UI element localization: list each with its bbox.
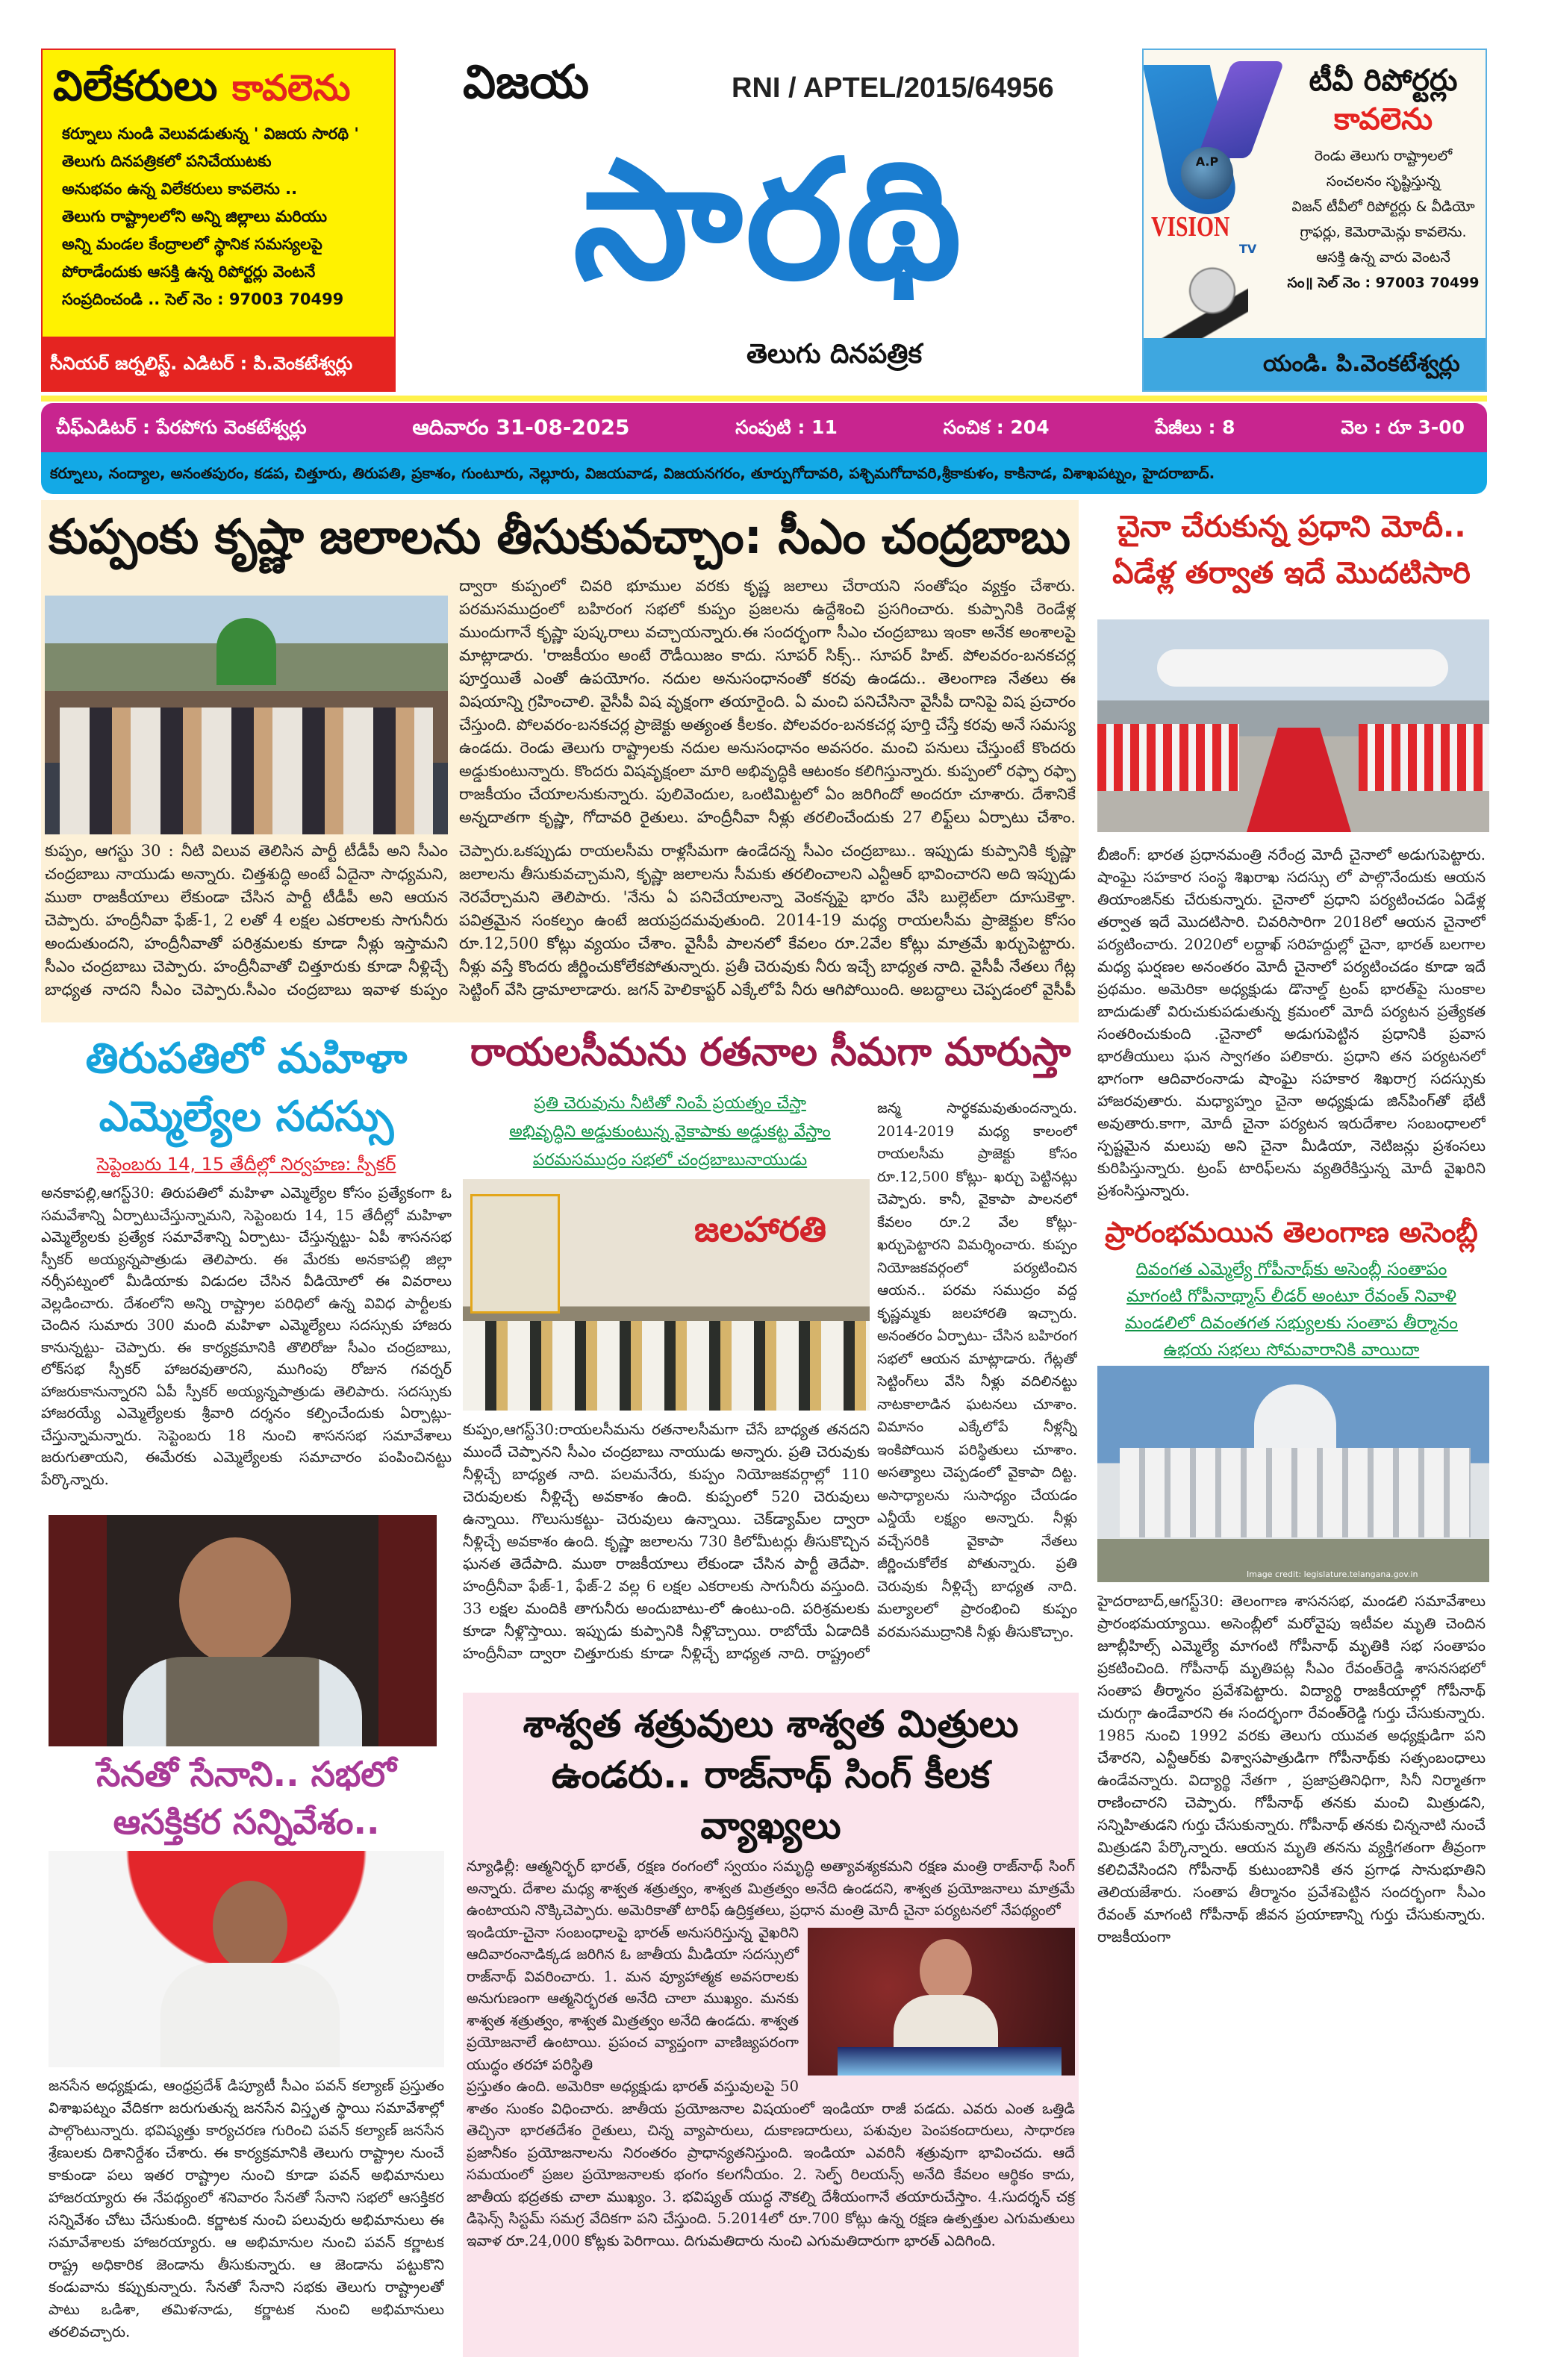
tv-logo-text: TV [1239,242,1257,256]
ad-line: సం॥ సెల్ నెం : 97003 70499 [1287,275,1480,291]
pawan-headline: సేనతో సేనాని.. సభలో ఆసక్తికర సన్నివేశం.. [96,1754,396,1842]
china-story [1094,500,1489,1209]
ad-line: కర్నూలు నుండి వెలువడుతున్న ' విజయ సారథి ' [62,125,359,143]
rajnath-headline: శాశ్వత శత్రువులు శాశ్వత మిత్రులు ఉండరు.. రాజ్‌నాథ్ సింగ్ కీలక వ్యాఖ్యలు [523,1702,1019,1847]
ad-title-highlight: కావలెను [231,67,351,109]
issue-number: సంచిక : 204 [943,416,1050,438]
ad-footer [1144,338,1486,390]
cities-bar [41,452,1487,494]
registration-number: RNI / APTEL/2015/64956 [732,72,1054,104]
tirupati-subhead: సెప్టెంబరు 14, 15 తేదీల్లో నిర్వహణ: స్పీకర్ [96,1154,396,1175]
jalaharathi-photo [463,1179,870,1411]
volume-number: సంపుటి : 11 [735,416,838,438]
cities-list: కర్నూలు, నంద్యాల, అనంతపురం, కడప, చిత్తూరు, తిరుపతి, ప్రకాశం, గుంటూరు, నెల్లూరు, విజయవాడ, విజయనగరం, తూర్పుగోదావరి, పశ్చిమగోదావరి,శ్రీకాకుళం, కాకినాడ, విశాఖపట్నం, హైదరాబాద్. [50,464,1215,482]
rajnath-left-column: ఇండియా-చైనా సంబంధాలపై భారత్ అనుసరిస్తున్న వైఖరిని ఆదివారంనాడిక్కడ జరిగిన ఓ జాతీయ మీడియా సదస్సులో రాజ్‌నాథ్ వివరించారు. 1. మన వ్యూహాత్మక అవసరాలకు అనుగుణంగా ఆత్మనిర్భరత అనేది చాలా ముఖ్యం. మనకు శాశ్వత శత్రుత్వం, శాశ్వత మిత్రత్వం అనేది ఉండదు. శాశ్వత ప్రయోజనాలే ఉంటాయి. ప్రపంచ వ్యాప్తంగా వాణిజ్యపరంగా యుద్ధం తరహా పరిస్థితి [467,1923,799,2073]
photo-credit: Image credit: legislature.telangana.gov.in [1247,1570,1418,1579]
info-bar [41,403,1487,452]
tirupati-story [41,1030,452,1508]
rajnath-body: ప్రస్తుతం ఉంది. అమెరికా అధ్యక్షుడు భారత్ వస్తువులపై 50 శాతం సుంకం విధించారు. జాతీయ ప్రయోజనాల విషయంలో ఇండియా రాజీ పడదు. ఎవరు ఎంత ఒత్తిడి తెచ్చినా భారతదేశం రైతులు, చిన్న వ్యాపారులు, దుకాణదారులు, పశువుల పెంపకందారులు, సాధారణ ప్రజానీకం ప్రయోజనాలను నిరంతరం ప్రాధాన్యతనిస్తుంది. ఇండియా ఎవరినీ శత్రువుగా భావించదు. ఆదే సమయంలో ప్రజల ప్రయోజనాలకు భంగం కలగనీయం. 2. సెల్ఫ్ రిలయన్స్ అనేది కేవలం ఆర్థికం కాదు, జాతీయ భద్రతకు చాలా ముఖ్యం. 3. భవిష్యత్ యుద్ధ నౌకల్ని దేశీయంగానే తయారుచేస్తాం. 4.సుదర్శన్ చక్ర డిఫెన్స్ సిస్టమ్ సమగ్ర వేదికగా పని చేస్తుంది. 5.2014లో రూ.700 కోట్లు ఉన్న రక్షణ ఉత్పత్తుల ఎగుమతులు ఇవాళ రూ.24,000 కోట్లకు పెరిగాయి. దిగుమతిదారు నుంచి ఎగుమతిదారుగా భారత్ ఎదిగింది. [467,2078,1075,2249]
minister-photo [49,1515,437,1746]
lead-body-bottom-right: చెప్పారు.ఒకప్పుడు రాయలసీమ రాళ్లసీమగా ఉండేదన్న సీఎం చంద్రబాబు.. ఇప్పుడు కుప్పానికి కృష్ణా జలాలను తీసుకువచ్చామని, కృష్ణా జలాలను సీమకు తరలించాలని ఎన్టీఆర్ భావించారని అది ఇప్పుడు నెరవేర్చామని తెలిపారు. 'నేను ఏ పనిచేయాలన్నా వెంకన్నపై భారం వేసి బుల్లెట్‌లా దూసుకెళ్తా. పవిత్రమైన సంకల్పం ఉంటే జయప్రదమవుతుంది. 2014-19 మధ్య రాయలసీమ ప్రాజెక్టుల కోసం రూ.12,500 కోట్లు వ్యయం చేశాం. వైసీపీ పాలనలో కేవలం రూ.2వేల కోట్లు మాత్రమే ఖర్చుపెట్టారు. నీళ్లు వస్తే కొందరు జీర్ణించుకోలేకపోతున్నారు. ప్రతీ చెరువుకు నీరు ఇచ్చే బాధ్యత నాది. వైసీపీ నేతలు గేట్ల సెట్టింగ్ వేసి డ్రామాలాడారు. జగన్ హెలికాప్టర్ ఎక్కేలోపే నీరు ఆగిపోయింది. అబద్ధాలు చెప్పడంలో వైసీపీ [459,842,1076,999]
lead-photo [45,596,448,834]
ad-line: తెలుగు రాష్ట్రాలలోని అన్ని జిల్లాలు మరియు [62,207,328,225]
photo-banner-text: జలహారతి [694,1209,827,1249]
tirupati-headline: తిరుపతిలో మహిళా ఎమ్మెల్యేల సదస్సు [85,1034,408,1141]
page-count: పేజీలు : 8 [1155,416,1235,438]
ad-footer-text: సీనియర్ జర్నలిస్ట్. ఎడిటర్ : పి.వెంకటేశ్వర్లు [50,353,353,374]
masthead-small-title: విజయ [463,54,590,109]
rayalaseema-subhead: ప్రతి చెరువును నీటితో నింపే ప్రయత్నం చేస్తా [534,1094,806,1113]
pawan-kalyan-photo [49,1851,444,2067]
rajnath-intro: న్యూఢిల్లీ: ఆత్మనిర్భర్ భారత్, రక్షణ రంగంలో స్వయం సమృద్ధి అత్యావశ్యకమని రక్షణ మంత్రి రాజ్‌నాథ్ సింగ్ అన్నారు. దేశాల మధ్య శాశ్వత శత్రుత్వం, శాశ్వత మిత్రత్వం అనేది ఉండదని, శాశ్వత ప్రయోజనాలు మాత్రమే ఉంటాయని నొక్కిచెప్పారు. అమెరికాతో టారిఫ్ ఉద్రిక్తతలు, ప్రధాన మంత్రి మోదీ చైనా పర్యటనలో నేపథ్యంలో [467,1858,1075,1919]
telangana-subhead: దివంగత ఎమ్మెల్యే గోపీనాథ్‌కు అసెంబ్లీ సంతాపం [1135,1260,1447,1279]
ad-line: పోరాడేందుకు ఆసక్తి ఉన్న రిపోర్టర్లు వెంటనే [62,263,316,281]
ad-line: సంప్రదించండి .. సెల్ నెం : 97003 70499 [62,290,344,308]
rajnath-story [463,1693,1079,2357]
ad-title: విలేకరులు [53,62,218,110]
rayalaseema-side-column: జన్మ సార్థకమవుతుందన్నారు. 2014-2019 మధ్య కాలంలో రాయలసీమ ప్రాజెక్టు కోసం రూ.12,500 కోట్లు- ఖర్చు పెట్టినట్లు చెప్పారు. కానీ, వైకాపా పాలనలో కేవలం రూ.2 వేల కోట్లు- ఖర్చుపెట్టారని విమర్శించారు. కుప్పం నియోజకవర్గంలో పర్యటించిన ఆయన.. పరమ సముద్రం వద్ద కృష్ణమ్మకు జలహారతి ఇచ్చారు. అనంతరం ఏర్పాటు- చేసిన బహిరంగ సభలో ఆయన మాట్లాడారు. గేట్లతో సెట్టింగ్‌లు వేసి నీళ్లు వదిలినట్టు నాటకాలాడిన ఘటనలు చూశాం. విమానం ఎక్కేలోపే నీళ్లన్నీ ఇంకిపోయిన పరిస్థితులు చూశాం. అసత్యాలు చెప్పడంలో వైకాపా దిట్ట. అసాధ్యాలను సుసాధ్యం చేయడం ఎన్డీయే లక్ష్యం అన్నారు. నీళ్లు వచ్చేసరికి వైకాపా నేతలు జీర్ణించుకోలేక పోతున్నారు. ప్రతి చెరువుకు నీళ్లిచ్చే బాధ్యత నాది. మల్యాలలో ప్రారంభించి కుప్పం వరమసముద్రానికి నీళ్లు తీసుకొచ్చాం. [877,1100,1077,1640]
china-body: బీజింగ్: భారత ప్రధానమంత్రి నరేంద్ర మోదీ చైనాలో అడుగుపెట్టారు. షాంఘై సహకార సంస్థ శిఖరాఖ సదస్సు లో పాల్గొనేందుకు ఆయన తియాంజిన్‌కు చేరుకున్నారు. చైనాలో ప్రధాని పర్యటించడం ఏడేళ్ల తర్వాత ఇదే మొదటిసారి. చివరిసారిగా 2018లో ఆయన చైనాలో పర్యటించారు. 2020లో లద్దాఖ్ సరిహద్దుల్లో చైనా, భారత్ బలగాల మధ్య ఘర్షణల అనంతరం మోదీ చైనాలో పర్యటించడం కూడా ఇదే ప్రథమం. అమెరికా అధ్యక్షుడు డొనాల్డ్ ట్రంప్ భారత్‌పై సుంకాల బాదుడుతో విరుచుకుపడుతున్న క్రమంలో మోదీ పర్యటన ప్రత్యేకత సంతరించుకుంది .చైనాలో అడుగుపెట్టిన ప్రధానికి ప్రవాస భారతీయులు ఘన స్వాగతం పలికారు. ప్రధాని తన పర్యటనలో భాగంగా ఆదివారంనాడు షాంఘై సహకార శిఖరాగ్ర సదస్సుకు హాజరవుతారు. మధ్యాహ్నం చైనా అధ్యక్షుడు జిన్‌పింగ్‌తో భేటీ అవుతారు.కాగా, మోదీ చైనా పర్యటన ఇరుదేశాల సంబంధాలలో స్పష్టమైన మలుపు అని చైనా మీడియా, నెటిజన్లు ప్రశంసలు కురిపిస్తున్నారు. ట్రంప్ టారిఫ్‌లను వ్యతిరేకిస్తున్న మోదీ వైఖరిని ప్రశంసిస్తున్నారు. [1097,846,1486,1199]
ad-line: తెలుగు దినపత్రికలో పనిచేయుటకు [62,152,272,170]
ad-line: అనుభవం ఉన్న విలేకరులు కావలెను .. [62,180,298,198]
telangana-story [1094,1213,1489,2358]
ad-line: ఆసక్తి ఉన్న వారు వెంటనే [1316,249,1450,266]
tv-reporters-ad [1142,49,1487,392]
telangana-subhead: మాగంటి గోపీనాథ్మాస్ లీడర్ అంటూ రేవంత్ నివాళి [1126,1287,1456,1306]
rayalaseema-subhead: పరమసముద్రం సభలో చంద్రబాబునాయుడు [532,1151,808,1169]
pawan-story [41,1750,452,2355]
reporters-wanted-ad [41,49,396,392]
rajnath-singh-photo [808,1928,1075,2076]
lead-story [41,500,1079,1022]
ad-footer-text: యండి. పి.వెంకటేశ్వర్లు [1263,351,1460,377]
telangana-subhead: ఉభయ సభలు సోమవారానికి వాయిదా [1163,1340,1420,1360]
ad-line: అన్ని మండల కేంద్రాలలో స్థానిక సమస్యలపై [62,235,322,253]
lead-body-bottom-left: కుప్పం, ఆగస్టు 30 : నీటి విలువ తెలిసిన పార్టీ టీడీపీ అని సీఎం చంద్రబాబు నాయుడు అన్నారు. చిత్తశుద్ధి అంటే ఏదైనా సాధ్యమని, ముఠా రాజకీయాలు లేకుండా చేసిన పార్టీ టీడీపీ అని ఆయన చెప్పారు. హంద్రీనీవా ఫేజ్-1, 2 లతో 4 లక్షల ఎకరాలకు సాగునీరు అందుతుందని, హంద్రీనీవాతో పరిశ్రమలకు కూడా నీళ్లు ఇస్తామని సీఎం చంద్రబాబు చెప్పారు. హంద్రీనీవాతో చిత్తూరుకు కూడా నీళ్లిచ్చే బాధ్యత నాదని సీఎం చెప్పారు.సీఎం చంద్రబాబు ఇవాళ కుప్పం [45,842,448,999]
ad-line: గ్రాఫర్లు, కెమెరామెన్లు కావలెను. [1300,224,1467,240]
masthead-tagline: తెలుగు దినపత్రిక [746,339,923,369]
ad-line: రెండు తెలుగు రాష్ట్రాలలో [1314,148,1453,164]
lead-headline: కుప్పంకు కృష్ణా జలాలను తీసుకువచ్చాం: సీఎం చంద్రబాబు [49,510,1071,565]
lead-body-right: ద్వారా కుప్పంలో చివరి భూముల వరకు కృష్ణ జలాలు చేరాయని సంతోషం వ్యక్తం చేశారు. పరమసముద్రంలో బహిరంగ సభలో కుప్పం ప్రజలను ఉద్దేశించి ప్రసగించారు. కుప్పానికి రెండేళ్ల ముందుగానే కృష్ణా పుష్కరాలు వచ్చాయన్నారు.ఈ సందర్భంగా సీఎం చంద్రబాబు ఇంకా అనేక అంశాలపై మాట్లాడారు. 'రాజకీయం అంటే రౌడీయిజం కాదు. సూపర్ సిక్స్.. సూపర్ హిట్. పోలవరం-బనకచర్ల పూర్తయితే ఎంతో ఉపయోగం. నదుల అనుసంధానంతో కరవు ఉండదు.. తెలంగాణ నేతలు ఈ విషయాన్ని గ్రహించాలి. వైసీపీ విష వృక్షంగా తయారైంది. ఏ మంచి పనిచేసినా వైసీపీ దానిపై విష ప్రచారం చేస్తుంది. పోలవరం-బనకచర్ల ప్రాజెక్టు అత్యంత కీలకం. పోలవరం-బనకచర్ల పూర్తి చేస్తే కరవు అనే సమస్య ఉండదు. రెండు తెలుగు రాష్ట్రాలకు నదుల అనుసంధానం అవసరం. మంచి పనులు చేస్తుంటే కొందరు అడ్డుకుంటున్నారు. కొందరు విషవృక్షంలా మారి అభివృద్ధికి ఆటంకం కలిగిస్తున్నారు. కుప్పంలో రఫ్ఫా రఫ్ఫా రాజకీయం చేయాలనుకున్నారు. పులివెందుల, ఒంటిమిట్టలో ఏం జరిగిందో అందరూ చూశారు. దేశానికే అన్నదాతగా కృష్ణా, గోదావరి రైతులు. హంద్రీనీవా నీళ్లు తరలించేందుకు 27 లిఫ్ట్‌లు ఏర్పాటు చేశాం. [459,577,1076,826]
vision-tv-logo [1151,57,1278,256]
issue-date: ఆదివారం 31-08-2025 [412,415,630,440]
rayalaseema-subhead: అభివృద్ధిని అడ్డుకుంటున్న వైకాపాకు అడ్డుకట్ట వేస్తాం [509,1122,831,1141]
telangana-body: హైదరాబాద్,ఆగస్ట్30: తెలంగాణ శాసనసభ, మండలి సమావేశాలు ప్రారంభమయ్యాయి. అసెంబ్లీలో మరోవైపు ఇటీవల మృతి చెందిన జూబ్లీహిల్స్ ఎమ్మెల్యే మాగంటి గోపీనాథ్ మృతికి సభ సంతాపం ప్రకటించింది. గోపీనాథ్ మృతిపట్ల సీఎం రేవంత్‌రెడ్డి శాసనసభలో సంతాప తీర్మానం ప్రవేశపెట్టారు. విద్యార్థి రాజకీయాల్లో గోపీనాథ్ చురుగ్గా ఉండేవారని ఈ సందర్భంగా రేవంత్‌రెడ్డి గుర్తు చేసుకున్నారు. 1985 నుంచి 1992 వరకు తెలుగు యువత అధ్యక్షుడిగా పని చేశారని, ఎన్టీఆర్‌కు విశ్వాసపాత్రుడిగా గోపీనాథ్‌కు సత్సంబంధాలు ఉండేవన్నారు. విద్యార్థి నేతగా , ప్రజాప్రతినిధిగా, సినీ నిర్మాతగా రాణించారని చెప్పారు. గోపీనాథ్ తనకు మంచి మిత్రుడని, సన్నిహితుడని గుర్తు చేసుకున్నారు. గోపీనాథ్ తనకు చిన్ననాటి నుంచే మిత్రుడని పేర్కొన్నారు. ఆయన మృతి తనను వ్యక్తిగతంగా తీవ్రంగా కలిచివేసిందని గోపీనాథ్ కుటుంబానికి తన ప్రగాఢ సానుభూతిని తెలియజేశారు. సంతాప తీర్మానం ప్రవేశపెట్టిన సందర్భంగా సీఎం రేవంత్ మాగంటి గోపీనాథ్ జీవన ప్రయాణాన్ని గుర్తు చేసుకున్నారు. రాజకీయంగా [1097,1592,1486,1946]
rayalaseema-story [463,1026,1079,1687]
divider [41,396,1487,402]
ad-title: టీవీ రిపోర్టర్లు [1309,63,1458,98]
pawan-body: జనసేన అధ్యక్షుడు, ఆంధ్రప్రదేశ్ డిప్యూటీ సీఎం పవన్ కల్యాణ్ ప్రస్తుతం విశాఖపట్నం వేదికగా జరుగుతున్న జనసేన విస్తృత స్థాయి సమావేశాల్లో పాల్గొంటున్నారు. భవిష్యత్తు కార్యచరణ గురించి పవన్ కల్యాణ్ జనసేన శ్రేణులకు దిశానిర్దేశం చేశారు. ఈ కార్యక్రమానికి తెలుగు రాష్ట్రాల నుంచే కాకుండా పలు ఇతర రాష్ట్రాల నుంచి కూడా పవన్ అభిమానులు హాజరయ్యారు ఈ నేపథ్యంలో శనివారం సేనతో సేనాని సభలో ఆసక్తికర సన్నివేశం చోటు చేసుకుంది. కర్ణాటక నుంచి పలువురు అభిమానులు ఈ సమావేశాలకు హాజరయ్యారు. ఆ అభిమానుల నుంచి పవన్ కర్ణాటక రాష్ట్ర అధికారిక జెండాను తీసుకున్నారు. ఆ జెండాను పట్టుకొని కండువాను కప్పుకున్నారు. సేనతో సేనాని సభకు తెలుగు రాష్ట్రాలతో పాటు ఒడిశా, తమిళనాడు, కర్ణాటక నుంచి అభిమానులు తరలివచ్చారు. [49,2077,444,2340]
ad-footer [43,337,394,390]
rayalaseema-headline: రాయలసీమను రతనాల సీమగా మారుస్తా [470,1030,1071,1075]
rayalaseema-body: కుప్పం,ఆగస్ట్30:రాయలసీమను రతనాలసీమగా చేసే బాధ్యత తనదని ముందే చెప్పానని సీఎం చంద్రబాబు నాయుడు అన్నారు. ప్రతి చెరువుకు నీళ్లిచ్చే బాధ్యత నాది. పలమనేరు, కుప్పం నియోజకవర్గాల్లో 110 చెరువులకు నీళ్లిచ్చే అవకాశం ఉంది. కుప్పంలో 520 చెరువులు ఉన్నాయి. గొలుసుకట్టు- చెరువులు ఉన్నాయి. చెక్‌డ్యామ్‌ల ద్వారా నీళ్లిచ్చే అవకాశం ఉంది. కృష్ణా జలాలను 730 కిలోమీటర్లు తీసుకొచ్చిన ఘనత తెదేపాది. ముఠా రాజకీయాలు లేకుండా చేసిన పార్టీ తెదేపా. హంద్రీనీవా ఫేజ్-1, ఫేజ్-2 వల్ల 6 లక్షల ఎకరాలకు సాగునీరు వస్తుంది. 33 లక్షల మందికి తాగునీరు అందుబాటు-లో ఉంటు-ంది. పరిశ్రమలకు కూడా నీళ్లొస్తాయి. ఇప్పుడు కుప్పానికి నీళ్లొచ్చాయి. రాబోయే ఏడాదికి హంద్రీనీవా ద్వారా చిత్తూరుకు కూడా నీళ్లిచ్చే బాధ్యత నాది. రాష్ట్రంలో [463,1420,870,1662]
price: వెల : రూ 3-00 [1341,416,1465,438]
assembly-photo [1097,1366,1489,1582]
newspaper-logo: సారథి [573,125,965,316]
tirupati-body: అనకాపల్లి,ఆగస్ట్30: తిరుపతిలో మహిళా ఎమ్మెల్యేల కోసం ప్రత్యేకంగా ఓ సమవేశాన్ని ఏర్పాటుచేస్తున్నామని, సెప్టెంబరు 14, 15 తేదీల్లో మహిళా ఎమ్మెల్యేలకు ప్రత్యేక సమావేశాన్ని ఏర్పాటు- చేస్తున్నట్టు- ఏపీ శాసనసభ స్పీకర్ అయ్యన్నపాత్రుడు తెలిపారు. ఈ మేరకు అనకాపల్లి జిల్లా నర్సీపట్నంలో మీడియాకు విడుదల చేసిన వీడియోలో ఈ వివరాలు వెల్లడించారు. దేశంలోని అన్ని రాష్ట్రాల పరిధిలో ఉన్న వివిధ పార్టీలకు చెందిన సుమారు 300 మంది మహిళా ఎమ్మెల్యేలు సదస్సుకు హాజరు కానున్నట్టు- చెప్పారు. ఈ కార్యక్రమానికి తొలిరోజు సీఎం చంద్రబాబు, లోక్‌సభ స్పీకర్ హాజరవుతారని, ముగింపు రోజున గవర్నర్ హాజరుకానున్నారని ఏపీ స్పీకర్ అయ్యన్నపాత్రుడు తెలిపారు. సదస్సుకు హాజరయ్యే ఎమ్మెల్యేలకు శ్రీవారి దర్శనం కల్పించేందుకు ఏర్పాట్లు- చేస్తున్నామన్నారు. సెప్టెంబరు 18 నుంచి శాసనసభ సమావేశాలు జరుగుతాయని, ఈమేరకు ఎమ్మెల్యేలకు సమాచారం పంపించినట్టు పేర్కొన్నారు. [41,1184,452,1488]
globe-icon: A.P [1181,147,1233,199]
ad-line: విజన్ టీవీలో రిపోర్టర్లు & వీడియో [1291,199,1475,215]
modi-arrival-photo [1097,619,1489,832]
ad-line: సంచలనం సృష్టిస్తున్న [1326,173,1441,190]
vision-logo-text: VISION [1151,211,1230,243]
telangana-subhead: మండలిలో దివంతగత సభ్యులకు సంతాప తీర్మానం [1125,1314,1458,1333]
ad-title-highlight: కావలెను [1333,102,1433,137]
chief-editor: చీఫ్ఎడిటర్ : పేరపోగు వెంకటేశ్వర్లు [56,416,307,438]
telangana-headline: ప్రారంభమయిన తెలంగాణ అసెంబ్లీ [1105,1216,1478,1249]
china-headline: చైనా చేరుకున్న ప్రధాని మోదీ.. ఏడేళ్ల తర్వాత ఇదే మొదటిసారి [1112,510,1471,590]
masthead [403,49,1135,392]
